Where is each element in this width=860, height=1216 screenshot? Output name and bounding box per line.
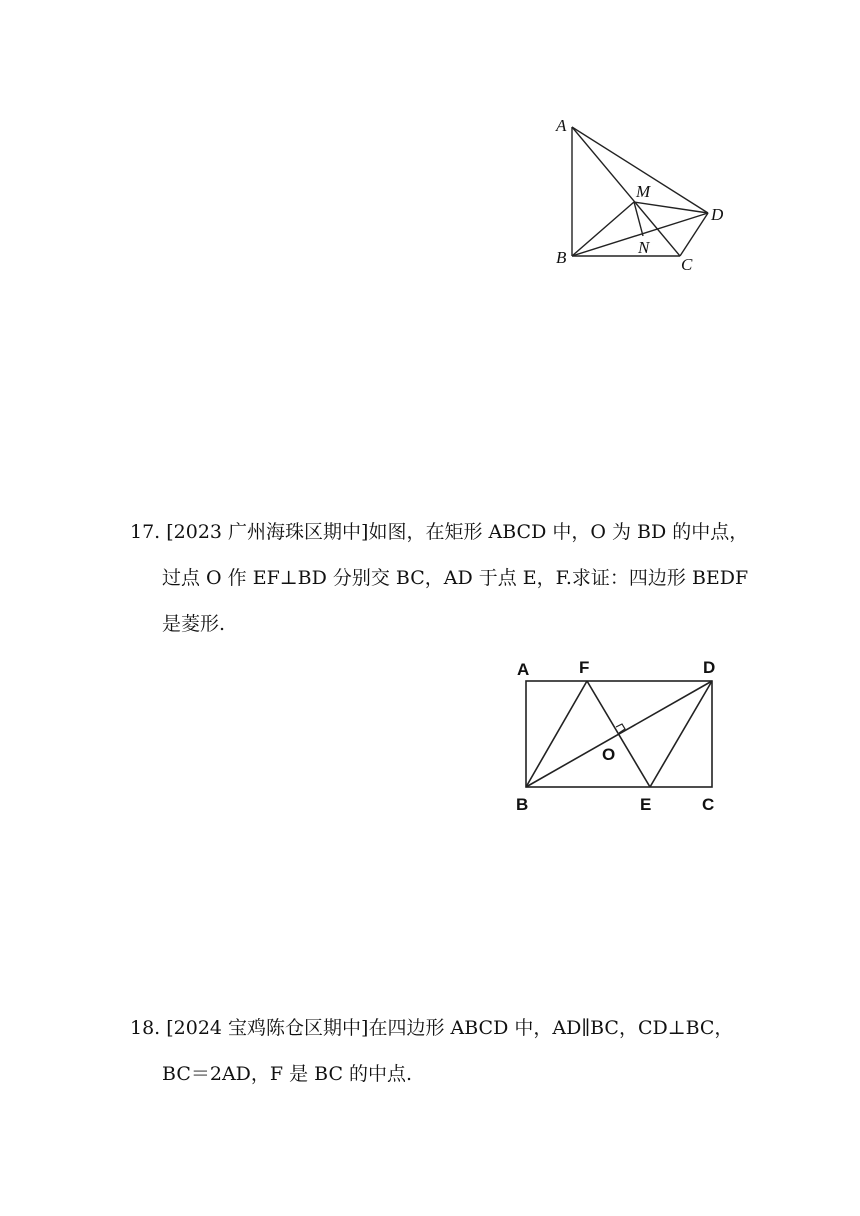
label-e: E [640, 795, 652, 814]
problem-17 [130, 509, 749, 647]
label-b: B [556, 248, 567, 267]
segment-fe [587, 681, 650, 787]
segment-md [634, 202, 708, 213]
label-o: O [602, 745, 616, 764]
label-f: F [579, 658, 590, 677]
label-a: A [556, 116, 567, 135]
segment-ed [650, 681, 712, 787]
label-c: C [681, 255, 693, 274]
figure-quadrilateral-abcd-mn [548, 112, 738, 277]
label-b: B [516, 795, 529, 814]
problem-17-line-2: 过点 O 作 EF⊥BD 分别交 BC，AD 于点 E，F.求证：四边形 BEDF [162, 567, 749, 589]
figure-rectangle-abcd-rhombus-bedf [510, 652, 730, 822]
problem-18-line-1: 18. [2024 宝鸡陈仓区期中]在四边形 ABCD 中，AD∥BC，CD⊥BC， [130, 1017, 734, 1039]
segment-cd [680, 213, 708, 256]
segment-ac [572, 127, 680, 256]
problem-17-line-1: 17. [2023 广州海珠区期中]如图，在矩形 ABCD 中，O 为 BD 的中点， [130, 521, 749, 543]
problem-18-line-2: BC＝2AD，F 是 BC 的中点. [162, 1063, 413, 1085]
label-n: N [638, 238, 650, 257]
problem-18 [130, 1005, 740, 1097]
segment-bf [526, 681, 587, 787]
label-c: C [702, 795, 715, 814]
label-a: A [517, 660, 530, 679]
segment-bm [572, 202, 634, 256]
label-m: M [636, 182, 651, 201]
problem-17-line-3: 是菱形. [162, 613, 226, 635]
label-d: D [711, 205, 724, 224]
label-d: D [703, 658, 716, 677]
